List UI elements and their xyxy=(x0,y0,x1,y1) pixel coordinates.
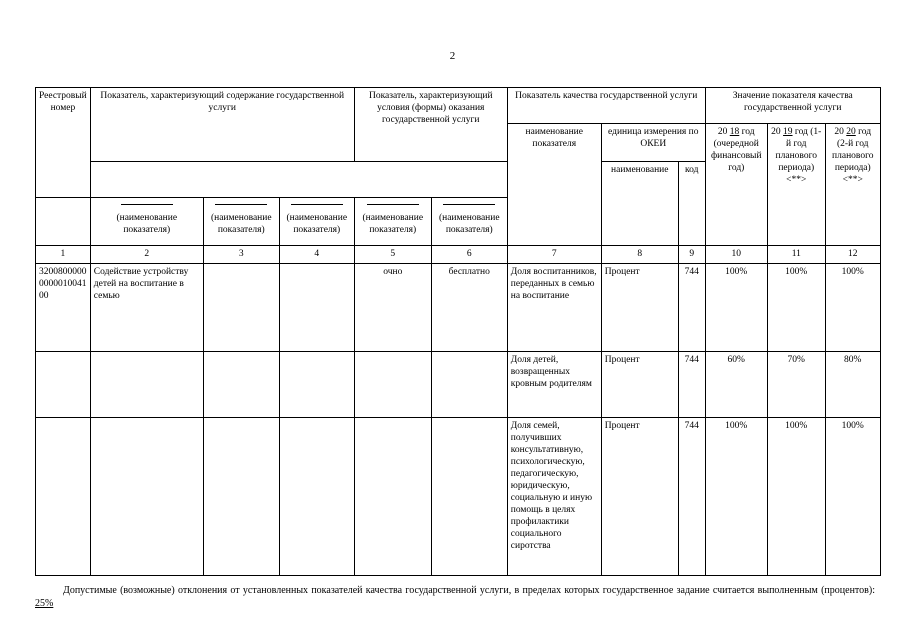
value-year-2: 100% xyxy=(767,418,825,576)
deviation-note xyxy=(35,584,875,610)
column-number: 5 xyxy=(354,246,431,264)
column-number: 7 xyxy=(507,246,601,264)
content-cell xyxy=(279,352,354,418)
content-cell xyxy=(203,418,279,576)
header-year-3: 20 20 год (2-й год планового периода) <**> xyxy=(825,124,880,246)
condition-cell xyxy=(431,352,507,418)
value-year-1: 100% xyxy=(705,264,767,352)
value-year-1: 100% xyxy=(705,418,767,576)
deviation-text: Допустимые (возможные) отклонения от установленных показателей качества государственной услуги, в пределах которых государственное задание считается выполненным (процентов): xyxy=(63,585,875,596)
page-number: 2 xyxy=(449,50,456,62)
header-content-indicator: Показатель, характеризующий содержание государственной услуги xyxy=(90,88,354,162)
content-cell xyxy=(90,352,203,418)
content-cell xyxy=(203,352,279,418)
value-year-3: 100% xyxy=(825,264,880,352)
condition-cell xyxy=(354,418,431,576)
column-number: 2 xyxy=(90,246,203,264)
value-year-2: 70% xyxy=(767,352,825,418)
indicator-name-cell: Доля детей, возвращенных кровным родителям xyxy=(507,352,601,418)
header-quality-value: Значение показателя качества государственной услуги xyxy=(705,88,880,124)
header-unit-code: код xyxy=(678,162,705,246)
header-year-2: 20 19 год (1-й год планового периода) <**> xyxy=(767,124,825,246)
quality-indicators-table xyxy=(35,87,881,576)
unit-name-cell: Процент xyxy=(601,418,678,576)
column-number: 11 xyxy=(767,246,825,264)
indicator-name-cell: Доля семей, получивших консультативную, психологическую, педагогическую, юридическую, социальную и иную помощь в целях профилактики социального сиротства xyxy=(507,418,601,576)
value-year-3: 100% xyxy=(825,418,880,576)
content-cell xyxy=(279,264,354,352)
column-number: 10 xyxy=(705,246,767,264)
value-year-1: 60% xyxy=(705,352,767,418)
header-spacer xyxy=(90,162,507,198)
unit-code-cell: 744 xyxy=(678,264,705,352)
table-row xyxy=(36,264,881,352)
column-number: 4 xyxy=(279,246,354,264)
content-cell xyxy=(203,264,279,352)
registry-number: 3200800000000001004100 xyxy=(36,264,91,352)
content-cell xyxy=(279,418,354,576)
condition-cell xyxy=(431,418,507,576)
header-indicator-name: наименование показателя xyxy=(507,124,601,246)
header-unit-name: наименование xyxy=(601,162,678,246)
header-year-1: 20 18 год (очередной финансовый год) xyxy=(705,124,767,246)
value-year-2: 100% xyxy=(767,264,825,352)
condition-cell: бесплатно xyxy=(431,264,507,352)
column-number: 3 xyxy=(203,246,279,264)
registry-number xyxy=(36,418,91,576)
sub-blank-1 xyxy=(36,198,91,246)
sub-label-content-3: (наименование показателя) xyxy=(279,198,354,246)
indicator-name-cell: Доля воспитанников, переданных в семью на воспитание xyxy=(507,264,601,352)
column-numbers-row xyxy=(36,246,881,264)
value-year-3: 80% xyxy=(825,352,880,418)
header-conditions-indicator: Показатель, характеризующий условия (формы) оказания государственной услуги xyxy=(354,88,507,162)
sub-label-condition-2: (наименование показателя) xyxy=(431,198,507,246)
condition-cell xyxy=(354,352,431,418)
column-number: 8 xyxy=(601,246,678,264)
header-registry: Реестровый номер xyxy=(36,88,91,198)
unit-code-cell: 744 xyxy=(678,352,705,418)
column-number: 12 xyxy=(825,246,880,264)
column-number: 1 xyxy=(36,246,91,264)
sub-label-condition-1: (наименование показателя) xyxy=(354,198,431,246)
table-row xyxy=(36,352,881,418)
sub-label-content-1: (наименование показателя) xyxy=(90,198,203,246)
unit-name-cell: Процент xyxy=(601,352,678,418)
content-cell: Содействие устройству детей на воспитание в семью xyxy=(90,264,203,352)
header-quality-indicator: Показатель качества государственной услуги xyxy=(507,88,705,124)
header-unit-okei: единица измерения по ОКЕИ xyxy=(601,124,705,162)
registry-number xyxy=(36,352,91,418)
unit-code-cell: 744 xyxy=(678,418,705,576)
unit-name-cell: Процент xyxy=(601,264,678,352)
condition-cell: очно xyxy=(354,264,431,352)
content-cell xyxy=(90,418,203,576)
column-number: 9 xyxy=(678,246,705,264)
deviation-value: 25% xyxy=(35,598,54,609)
column-number: 6 xyxy=(431,246,507,264)
table-row xyxy=(36,418,881,576)
sub-label-content-2: (наименование показателя) xyxy=(203,198,279,246)
